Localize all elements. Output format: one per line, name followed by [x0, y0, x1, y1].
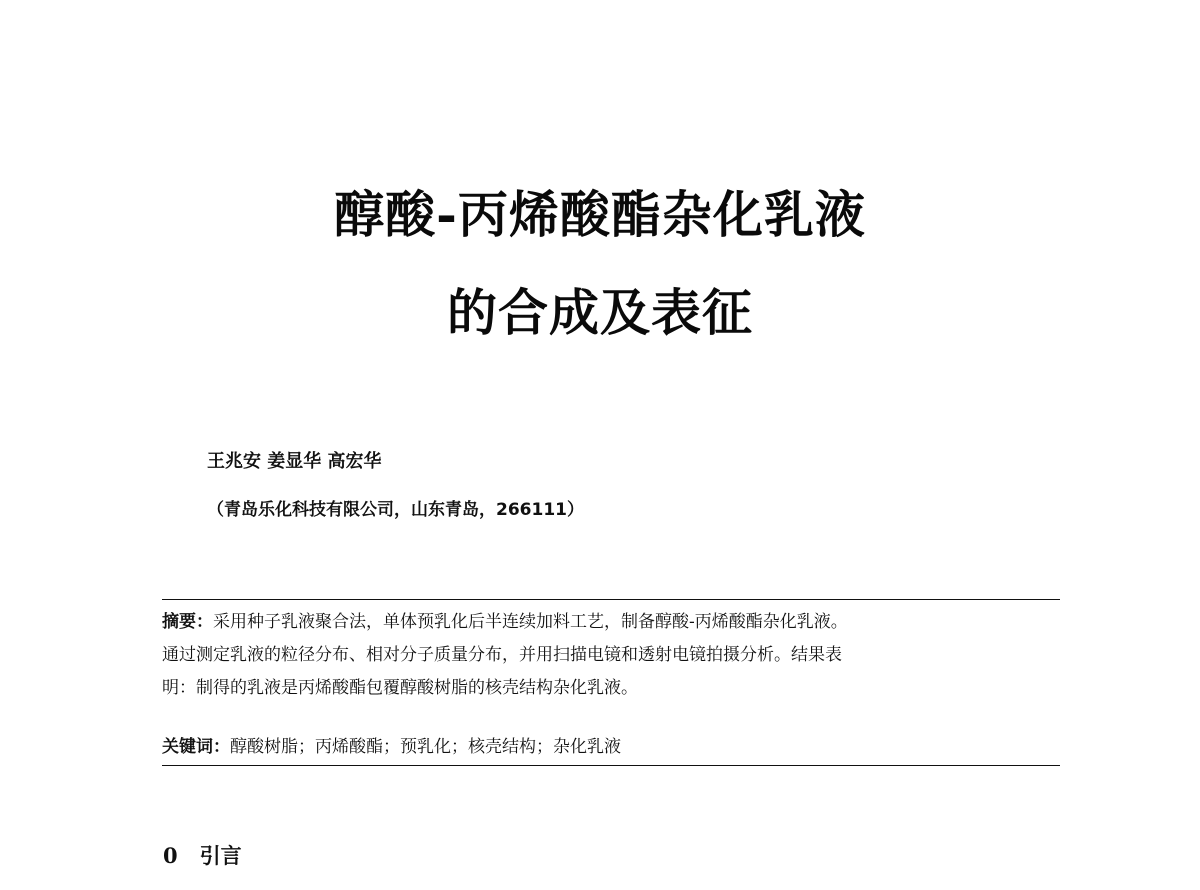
title-line-1: 醇酸-丙烯酸酯杂化乳液: [334, 185, 866, 244]
section-heading: [163, 842, 242, 870]
abstract: [162, 606, 1060, 705]
abstract-line-3: 明：制得的乳液是丙烯酸酯包覆醇酸树脂的核壳结构杂化乳液。: [162, 678, 638, 698]
keywords-label: 关键词：: [162, 737, 230, 757]
keywords-text: 醇酸树脂；丙烯酸酯；预乳化；核壳结构；杂化乳液: [230, 737, 621, 757]
abstract-top-rule: [162, 599, 1060, 600]
abstract-label: 摘要：: [162, 612, 213, 632]
section-number: 0: [163, 843, 178, 868]
section-title: 引言: [199, 844, 242, 868]
abstract-text-1: 采用种子乳液聚合法，单体预乳化后半连续加料工艺，制备醇酸-丙烯酸酯杂化乳液。: [213, 612, 848, 632]
authors: 王兆安 姜显华 高宏华: [207, 451, 382, 472]
keywords: [162, 734, 1060, 760]
abstract-line-1: [162, 606, 1060, 639]
abstract-bottom-rule: [162, 765, 1060, 766]
title-line-2: 的合成及表征: [447, 283, 753, 342]
abstract-line-2: 通过测定乳液的粒径分布、相对分子质量分布，并用扫描电镜和透射电镜拍摄分析。结果表: [162, 645, 842, 665]
affiliation: （青岛乐化科技有限公司，山东青岛，266111）: [207, 500, 584, 520]
